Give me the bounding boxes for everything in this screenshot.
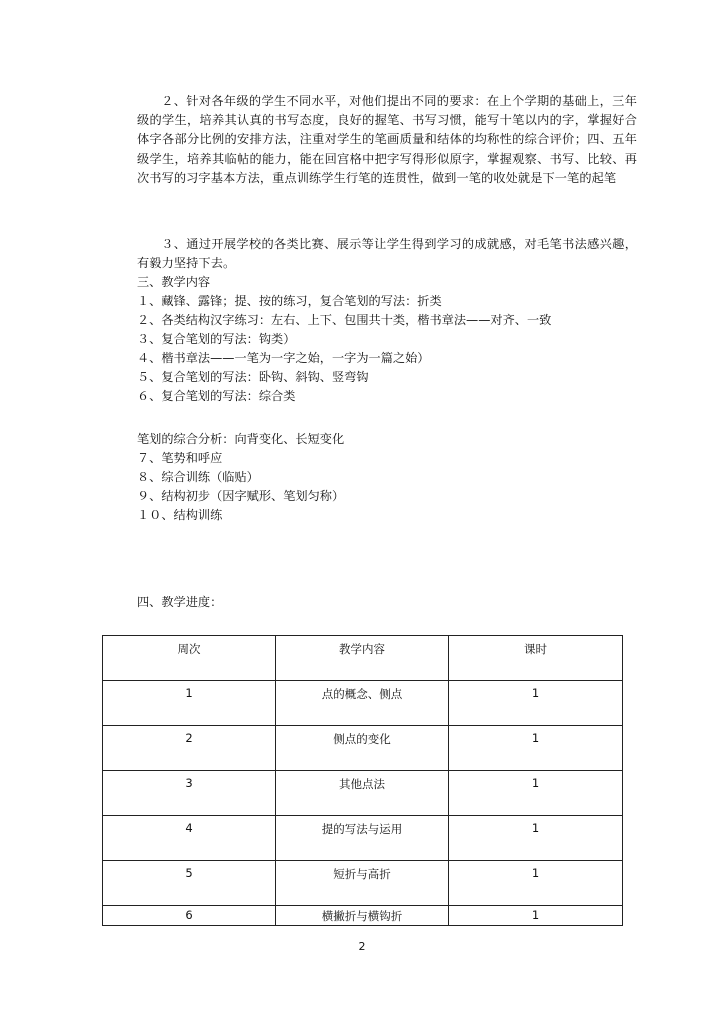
cell-hours: 1 (449, 681, 623, 726)
cell-hours: 1 (449, 906, 623, 926)
content-item-2: ２、各类结构汉字练习：左右、上下、包围共十类，楷书章法——对齐、一致 (137, 313, 552, 327)
cell-week: 1 (103, 681, 276, 726)
stroke-analysis-line: 笔划的综合分析：向背变化、长短变化 (137, 432, 345, 446)
cell-content: 侧点的变化 (276, 726, 449, 771)
paragraph-2: ２、针对各年级的学生不同水平，对他们提出不同的要求：在上个学期的基础上，三年级的学生，培养其认真的书写态度，良好的握笔、书写习惯，能写十笔以内的字，掌握好合体字各部分比例的安排方法，注重对学生的笔画质量和结体的均称性的综合评价；四、五年级学生，培养其临帖的能力，能在回宫格中把字写得形似原字，掌握观察、书写、比较、再次书写的习字基本方法，重点训练学生行笔的连贯性，做到一笔的收处就是下一笔的起笔 (137, 94, 637, 185)
page-number: 2 (358, 940, 366, 953)
table-row (103, 816, 623, 861)
table-header-row (103, 636, 623, 681)
content-item-9: ９、结构初步（因字赋形、笔划匀称） (137, 489, 345, 503)
cell-content: 点的概念、侧点 (276, 681, 449, 726)
cell-hours: 1 (449, 726, 623, 771)
cell-hours: 1 (449, 816, 623, 861)
content-item-5: ５、复合笔划的写法：卧钩、斜钩、竖弯钩 (137, 370, 369, 384)
cell-hours: 1 (449, 771, 623, 816)
paragraph-3: ３、通过开展学校的各类比赛、展示等让学生得到学习的成就感，对毛笔书法感兴趣，有毅力坚持下去。 (137, 237, 637, 271)
cell-content: 其他点法 (276, 771, 449, 816)
content-item-4: ４、楷书章法——一笔为一字之始，一字为一篇之始） (137, 351, 430, 365)
cell-week: 5 (103, 861, 276, 906)
table-row (103, 726, 623, 771)
content-item-3: ３、复合笔划的写法：钩类） (137, 332, 296, 346)
cell-content: 提的写法与运用 (276, 816, 449, 861)
header-week: 周次 (103, 636, 276, 681)
cell-week: 4 (103, 816, 276, 861)
content-item-1: １、藏锋、露锋；提、按的练习，复合笔划的写法：折类 (137, 294, 442, 308)
cell-week: 3 (103, 771, 276, 816)
section-3-heading: 三、教学内容 (137, 275, 211, 289)
content-item-10: １０、结构训练 (137, 508, 223, 522)
cell-week: 2 (103, 726, 276, 771)
table-row (103, 861, 623, 906)
content-item-6: ６、复合笔划的写法：综合类 (137, 389, 296, 403)
cell-content: 横撇折与横钩折 (276, 906, 449, 926)
table-row (103, 906, 623, 926)
table-row (103, 771, 623, 816)
header-content: 教学内容 (276, 636, 449, 681)
schedule-table (102, 635, 623, 926)
cell-content: 短折与高折 (276, 861, 449, 906)
content-item-7: ７、笔势和呼应 (137, 451, 223, 465)
section-4-heading: 四、教学进度： (137, 595, 223, 609)
table-row (103, 681, 623, 726)
content-item-8: ８、综合训练（临贴） (137, 470, 259, 484)
cell-week: 6 (103, 906, 276, 926)
header-hours: 课时 (449, 636, 623, 681)
cell-hours: 1 (449, 861, 623, 906)
